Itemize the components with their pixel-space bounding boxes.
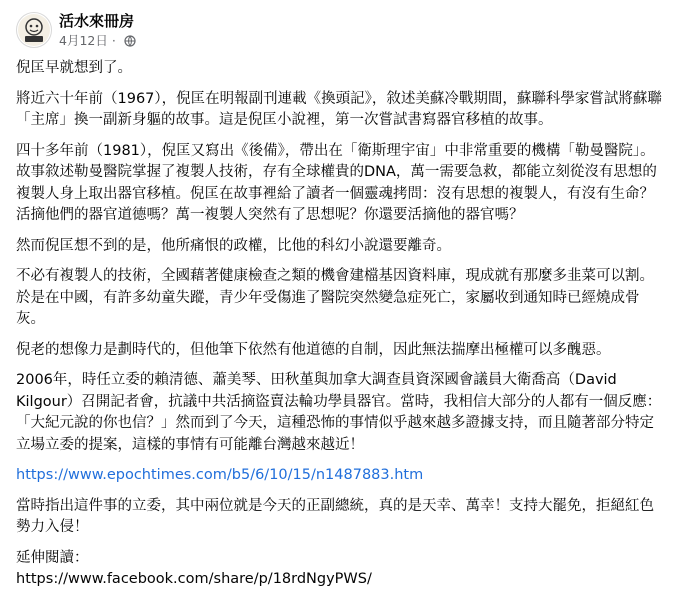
extend-reading-label: 延伸閱讀： bbox=[16, 549, 89, 566]
post-header bbox=[16, 10, 656, 54]
paragraph: 四十多年前（1981），倪匡又寫出《後備》，帶出在「衛斯理宇宙」中非常重要的機構「勒曼醫院」。故事敘述勒曼醫院掌握了複製人技術，存有全球權貴的DNA，萬一需要急救，都能立刻從沒有思想的複製人身上取出器官移植。倪匡在故事裡給了讀者一個靈魂拷問：沒有思想的複製人，有沒有生命？活摘他們的器官道德嗎？萬一複製人突然有了思想呢？你還要活摘他的器官嗎？ bbox=[16, 142, 657, 223]
globe-icon[interactable] bbox=[124, 35, 136, 47]
paragraph: 然而倪匡想不到的是，他所痛恨的政權，比他的科幻小說還要離奇。 bbox=[16, 237, 451, 254]
post-meta: 4月12日 · bbox=[59, 33, 136, 49]
facebook-share-link[interactable]: https://www.facebook.com/share/p/18rdNgyPWS/ bbox=[16, 571, 372, 587]
paragraph: 不必有複製人的技術，全國藉著健康檢查之類的機會建檔基因資料庫，現成就有那麼多韭菜可以割。於是在中國，有許多幼童失蹤，青少年受傷進了醫院突然變急症死亡，家屬收到通知時已經燒成骨灰。 bbox=[16, 268, 654, 327]
avatar-logo-icon bbox=[17, 13, 51, 47]
page-name[interactable]: 活水來冊房 bbox=[59, 12, 135, 30]
paragraph: 倪老的想像力是劃時代的，但他筆下依然有他道德的自制，因此無法揣摩出極權可以多醜惡。 bbox=[16, 341, 611, 358]
post-date[interactable]: 4月12日 bbox=[59, 33, 108, 48]
paragraph: 將近六十年前（1967），倪匡在明報副刊連載《換頭記》，敘述美蘇冷戰期間，蘇聯科學家嘗試將蘇聯「主席」換一副新身軀的故事。這是倪匡小說裡，第一次嘗試書寫器官移植的故事。 bbox=[16, 90, 662, 128]
post-body bbox=[16, 58, 664, 600]
paragraph: 當時指出這件事的立委，其中兩位就是今天的正副總統，真的是天幸、萬幸！支持大罷免，拒絕紅色勢力入侵！ bbox=[16, 497, 654, 535]
paragraph: 倪匡早就想到了。 bbox=[16, 60, 132, 76]
avatar[interactable] bbox=[16, 12, 52, 48]
epochtimes-link[interactable]: https://www.epochtimes.com/b5/6/10/15/n1487883.htm bbox=[16, 467, 424, 483]
paragraph: 2006年，時任立委的賴清德、蕭美琴、田秋堇與加拿大調查員資深國會議員大衛喬高（David Kilgour）召開記者會，抗議中共活摘盜賣法輪功學員器官。當時，我相信大部分的人都有一個反應：「大紀元說的你也信？」然而到了今天，這種恐怖的事情似乎越來越多證據支持，而且隨著部分特定立場立委的提案，這樣的事情有可能離台灣越來越近！ bbox=[16, 372, 662, 453]
